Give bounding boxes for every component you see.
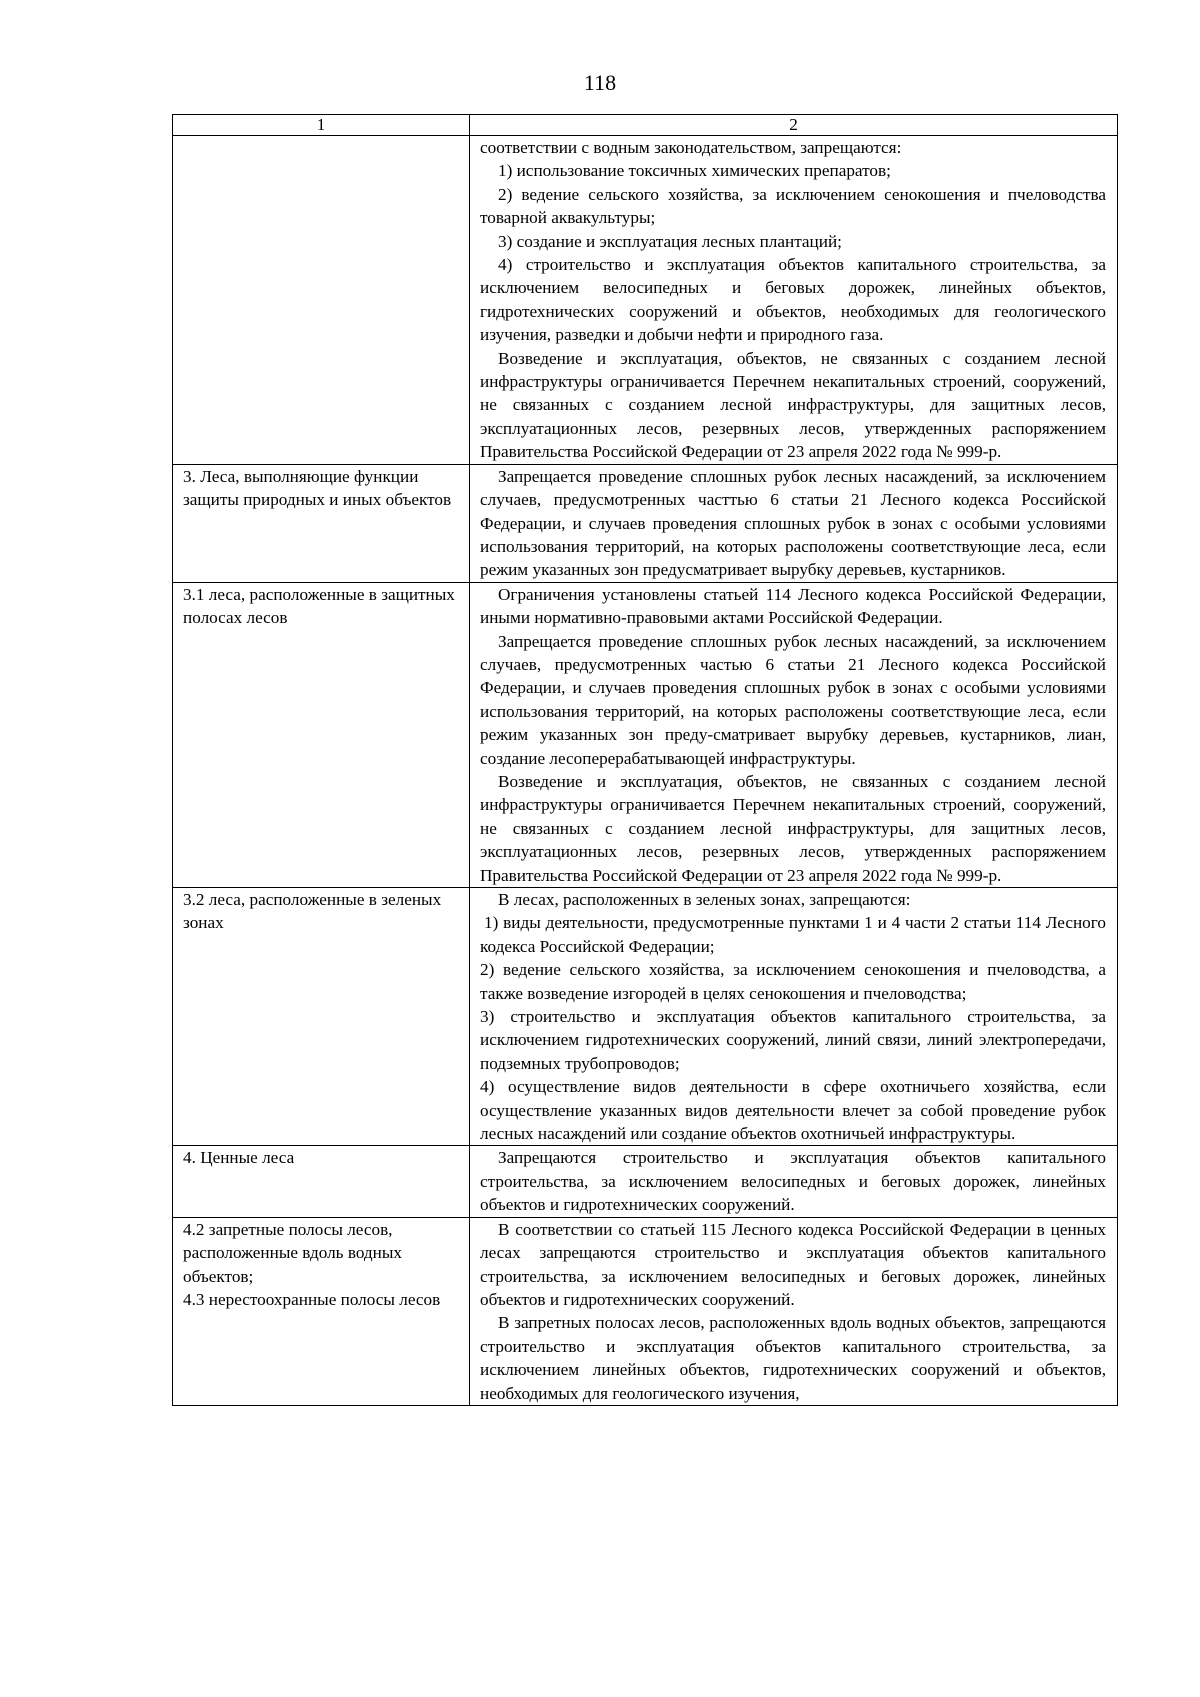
restriction-paragraph: 2) ведение сельского хозяйства, за исключением сенокошения и пчеловодства, а также возведение изгородей в целях сенокошения и пчеловодства; <box>480 960 1106 1003</box>
forest-category-cell <box>173 582 470 887</box>
restriction-paragraph: соответствии с водным законодательством, запрещаются: <box>480 138 902 157</box>
restriction-paragraph: 3) создание и эксплуатация лесных плантаций; <box>498 231 842 251</box>
restriction-paragraph: Ограничения установлены статьей 114 Лесного кодекса Российской Федерации, иными нормативно-правовыми актами Российской Федерации. <box>480 584 1106 628</box>
table-row <box>173 1217 1118 1405</box>
forest-category-cell <box>173 136 470 465</box>
restrictions-cell <box>470 1146 1118 1217</box>
forest-category-cell <box>173 888 470 1146</box>
table-row <box>173 1146 1118 1217</box>
table-header-row <box>173 115 1118 136</box>
column-header-2: 2 <box>470 115 1118 136</box>
table-body <box>173 136 1118 1406</box>
restriction-paragraph: 1) виды деятельности, предусмотренные пунктами 1 и 4 части 2 статьи 114 Лесного кодекса Российской Федерации; <box>480 913 1106 956</box>
restrictions-table <box>172 114 1118 1406</box>
restriction-paragraph: Запрещается проведение сплошных рубок лесных насаждений, за исключением случаев, предусмотренных частью 6 статьи 21 Лесного кодекса Российской Федерации, и случаев проведения сплошных рубок в зонах с особыми условиями использования территорий, на которых расположены соответствующие леса, если режим указанных зон преду-сматривает вырубку деревьев, кустарников, лиан, создание лесоперерабатывающей инфраструктуры. <box>480 631 1106 768</box>
column-header-1: 1 <box>173 115 470 136</box>
restriction-paragraph: 2) ведение сельского хозяйства, за исключением сенокошения и пчеловодства товарной аквакультуры; <box>480 184 1106 228</box>
forest-category-cell <box>173 464 470 582</box>
table-row <box>173 582 1118 887</box>
restriction-paragraph: 3) строительство и эксплуатация объектов капитального строительства, за исключением гидротехнических сооружений, линий связи, линий электропередачи, подземных трубопроводов; <box>480 1007 1106 1073</box>
restrictions-cell <box>470 888 1118 1146</box>
forest-category-label: 3.1 леса, расположенные в защитных полосах лесов <box>183 584 455 628</box>
table-row <box>173 888 1118 1146</box>
restriction-paragraph: В лесах, расположенных в зеленых зонах, запрещаются: <box>498 890 911 909</box>
page-number: 118 <box>583 70 617 95</box>
restrictions-cell <box>470 464 1118 582</box>
restriction-paragraph: В запретных полосах лесов, расположенных вдоль водных объектов, запрещаются строительство и эксплуатация объектов капитального строительства, за исключением линейных объектов, гидротехнических сооружений и объектов, необходимых для геологического изучения, <box>480 1313 1106 1403</box>
forest-category-label: 4.3 нерестоохранные полосы лесов <box>183 1289 441 1309</box>
forest-category-label: 3. Леса, выполняющие функции защиты природных и иных объектов <box>183 466 452 510</box>
forest-category-cell <box>173 1146 470 1217</box>
forest-category-cell <box>173 1217 470 1405</box>
forest-category-label: 4.2 запретные полосы лесов, расположенные вдоль водных объектов; <box>183 1219 402 1286</box>
restriction-paragraph: Возведение и эксплуатация, объектов, не связанных с созданием лесной инфраструктуры ограничивается Перечнем некапитальных строений, сооружений, не связанных с созданием лесной инфраструктуры, для защитных лесов, эксплуатационных лесов, резервных лесов, утвержденных распоряжением Правительства Российской Федерации от 23 апреля 2022 года № 999-р. <box>480 348 1106 462</box>
restriction-paragraph: Запрещаются строительство и эксплуатация объектов капитального строительства, за исключением велосипедных и беговых дорожек, линейных объектов и гидротехнических сооружений. <box>480 1148 1106 1215</box>
restrictions-cell <box>470 582 1118 887</box>
restrictions-cell <box>470 1217 1118 1405</box>
restriction-paragraph: В соответствии со статьей 115 Лесного кодекса Российской Федерации в ценных лесах запрещаются строительство и эксплуатация объектов капитального строительства, за исключением велосипедных и беговых дорожек, линейных объектов и гидротехнических сооружений. <box>480 1219 1106 1309</box>
restrictions-cell <box>470 136 1118 465</box>
forest-category-label: 3.2 леса, расположенные в зеленых зонах <box>183 890 442 933</box>
restriction-paragraph: Запрещается проведение сплошных рубок лесных насаждений, за исключением случаев, предусмотренных часттью 6 статьи 21 Лесного кодекса Российской Федерации, и случаев проведения сплошных рубок в зонах с особыми условиями использования территорий, на которых расположены соответствующие леса, если режим указанных зон предусматривает вырубку деревьев, кустарников. <box>480 466 1106 580</box>
restriction-paragraph: 4) строительство и эксплуатация объектов капитального строительства, за исключением велосипедных и беговых дорожек, линейных объектов, гидротехнических сооружений и объектов, необходимых для геологического изучения, разведки и добычи нефти и природного газа. <box>480 255 1106 345</box>
restriction-paragraph: 1) использование токсичных химических препаратов; <box>498 161 891 181</box>
restriction-paragraph: Возведение и эксплуатация, объектов, не связанных с созданием лесной инфраструктуры ограничивается Перечнем некапитальных строений, сооружений, не связанных с созданием лесной инфраструктуры, для защитных лесов, эксплуатационных лесов, резервных лесов, утвержденных распоряжением Правительства Российской Федерации от 23 апреля 2022 года № 999-р. <box>480 771 1106 885</box>
restriction-paragraph: 4) осуществление видов деятельности в сфере охотничьего хозяйства, если осуществление указанных видов деятельности влечет за собой проведение рубок лесных насаждений или создание объектов охотничьей инфраструктуры. <box>480 1077 1106 1144</box>
table-row <box>173 464 1118 582</box>
forest-category-label: 4. Ценные леса <box>183 1148 295 1168</box>
table-row <box>173 136 1118 465</box>
